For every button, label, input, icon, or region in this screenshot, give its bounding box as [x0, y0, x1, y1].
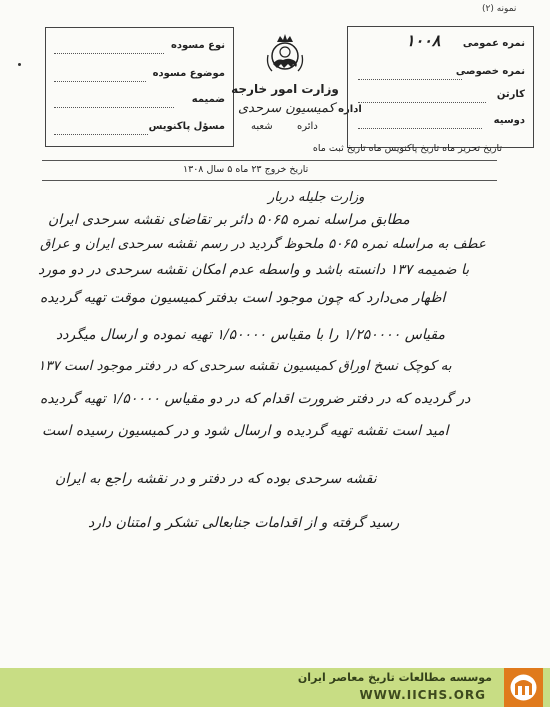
divider-line — [42, 180, 497, 181]
lion-and-sun-crest-icon — [262, 33, 308, 77]
letter-line: مقیاس ۱/۲۵۰۰۰۰ را با مقیاس ۱/۵۰۰۰۰ تهیه نموده و ارسال میگردد — [56, 327, 445, 343]
dotted-line — [54, 134, 148, 135]
dates-row-2: تاریخ خروج ۲۳ ماه ۵ سال ۱۳۰۸ — [183, 164, 309, 175]
draft-type-label: نوع مسوده — [170, 40, 225, 51]
dates-row-1: تاریخ تحریر ماه تاریخ پاکنویس ماه تاریخ ثبت ماه — [312, 143, 502, 154]
letter-line: امید است نقشه تهیه گردیده و ارسال شود و در کمیسیون رسیده است — [42, 423, 449, 439]
punch-hole — [18, 63, 21, 66]
department-label: اداره — [338, 104, 362, 115]
private-number-label: نمره خصوصی — [455, 66, 525, 77]
section-label: دائره — [297, 121, 318, 132]
draft-subject-label: موضوع مسوده — [152, 68, 225, 79]
file-label: دوسیه — [493, 115, 525, 126]
form-number: نمونه (۲) — [482, 4, 517, 14]
dotted-line — [358, 79, 462, 80]
clean-copy-label: مسؤل پاکنویس — [148, 121, 225, 132]
letter-line: با ضمیمه ۱۳۷ دانسته باشد و واسطه عدم امکان نقشه سرحدی در دو مورد — [38, 262, 470, 278]
ministry-title: وزارت امور خارجه — [231, 82, 339, 96]
dotted-line — [358, 128, 482, 129]
institute-logo-icon — [504, 668, 543, 707]
dotted-line — [54, 107, 174, 108]
branch-label: شعبه — [251, 121, 273, 132]
letter-line: عطف به مراسله نمره ۵۰۶۵ ملحوظ گردید در رسم نقشه سرحدی ایران و عراق — [40, 236, 486, 252]
letter-line: اظهار می‌دارد که چون موجود است بدفتر کمیسیون موقت تهیه گردیده — [40, 290, 446, 306]
dotted-line — [358, 102, 486, 103]
draft-info-box — [45, 27, 234, 147]
attachment-label: ضمیمه — [191, 94, 225, 105]
letter-line: مطابق مراسله نمره ۵۰۶۵ دائر بر تقاضای نقشه سرحدی ایران — [48, 212, 410, 228]
letter-line: به کوچک نسخ اوراق کمیسیون نقشه سرحدی که در دفتر موجود است ۱۳۷ — [38, 358, 452, 374]
letter-addressee: وزارت جلیله دربار — [268, 190, 365, 205]
letter-line: رسید گرفته و از اقدامات جنابعالی تشکر و امتنان دارد — [88, 515, 400, 531]
letter-line: نقشه سرحدی بوده که در دفتر و در نقشه راجع به ایران — [55, 471, 377, 487]
institute-url[interactable]: WWW.IICHS.ORG — [359, 688, 486, 702]
general-number-label: نمره عمومی — [462, 38, 525, 49]
institute-footer-banner — [0, 668, 550, 707]
department-line — [238, 101, 362, 116]
institute-name: موسسه مطالعات تاریخ معاصر ایران — [297, 671, 492, 684]
general-number-value: ۱۰۰۸ — [406, 31, 441, 50]
registry-box — [347, 26, 534, 148]
letter-line: در گردیده که در دفتر ضرورت اقدام که در دو مقیاس ۱/۵۰۰۰۰ تهیه گردیده — [40, 391, 471, 407]
divider-line — [42, 160, 497, 161]
dotted-line — [54, 53, 164, 54]
carton-label: کارتن — [496, 89, 525, 100]
department-value: کمیسیون سرحدی — [238, 101, 335, 116]
dotted-line — [54, 81, 146, 82]
